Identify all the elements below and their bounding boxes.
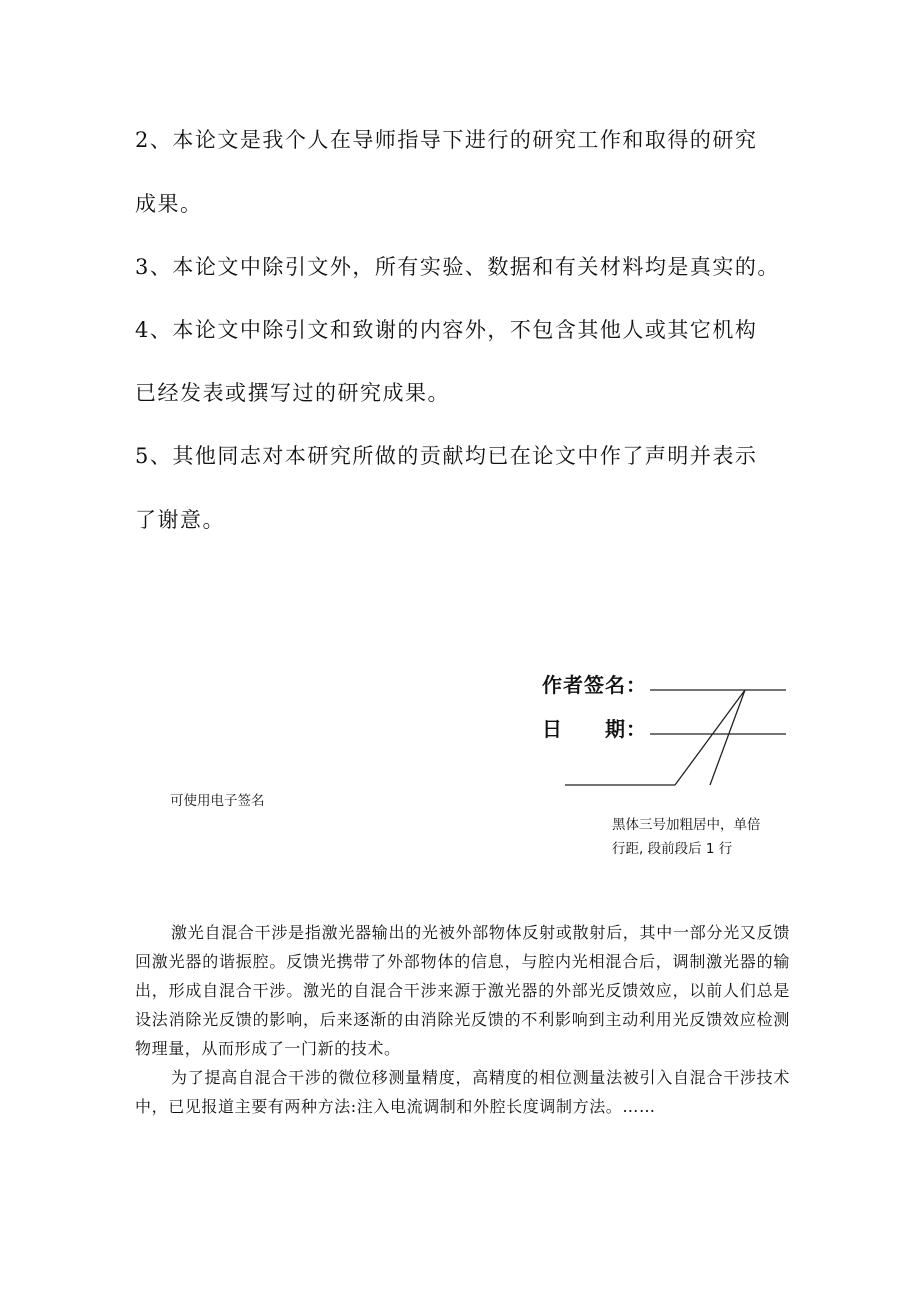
date-label-first-char: 日	[542, 717, 563, 741]
declaration-item-4-line-1: 4、本论文中除引文和致谢的内容外，不包含其他人或其它机构	[135, 318, 758, 342]
electronic-signature-note: 可使用电子签名	[170, 793, 265, 809]
date-label-second-part: 期：	[605, 717, 647, 741]
callout-pointer	[675, 690, 745, 785]
declaration-item-4-line-2: 已经发表或撰写过的研究成果。	[135, 381, 450, 405]
declaration-item-3-line-1: 3、本论文中除引文外，所有实验、数据和有关材料均是真实的。	[135, 255, 780, 279]
declaration-item-2-line-2: 成果。	[135, 192, 203, 216]
format-note-line-1: 黑体三号加粗居中，单倍	[612, 817, 761, 833]
declaration-item-2-line-1: 2、本论文是我个人在导师指导下进行的研究工作和取得的研究	[135, 128, 758, 152]
body-text	[135, 918, 790, 1121]
declaration-item-5-line-1: 5、其他同志对本研究所做的贡献均已在论文中作了声明并表示	[135, 444, 758, 468]
body-paragraph-1: 激光自混合干涉是指激光器输出的光被外部物体反射或散射后，其中一部分光又反馈回激光器的谐振腔。反馈光携带了外部物体的信息，与腔内光相混合后，调制激光器的输出，形成自混合干涉。激光的自混合干涉来源于激光器的外部光反馈效应，以前人们总是设法消除光反馈的影响，后来逐渐的由消除光反馈的不利影响到主动利用光反馈效应检测物理量，从而形成了一门新的技术。	[135, 923, 790, 1058]
declaration-item-5-line-2: 了谢意。	[135, 508, 225, 532]
author-signature-label: 作者签名：	[542, 673, 647, 697]
body-paragraph-2: 为了提高自混合干涉的微位移测量精度，高精度的相位测量法被引入自混合干涉技术中，已见报道主要有两种方法:注入电流调制和外腔长度调制方法。……	[135, 1068, 790, 1116]
format-note-line-2: 行距, 段前段后 1 行	[612, 841, 733, 857]
